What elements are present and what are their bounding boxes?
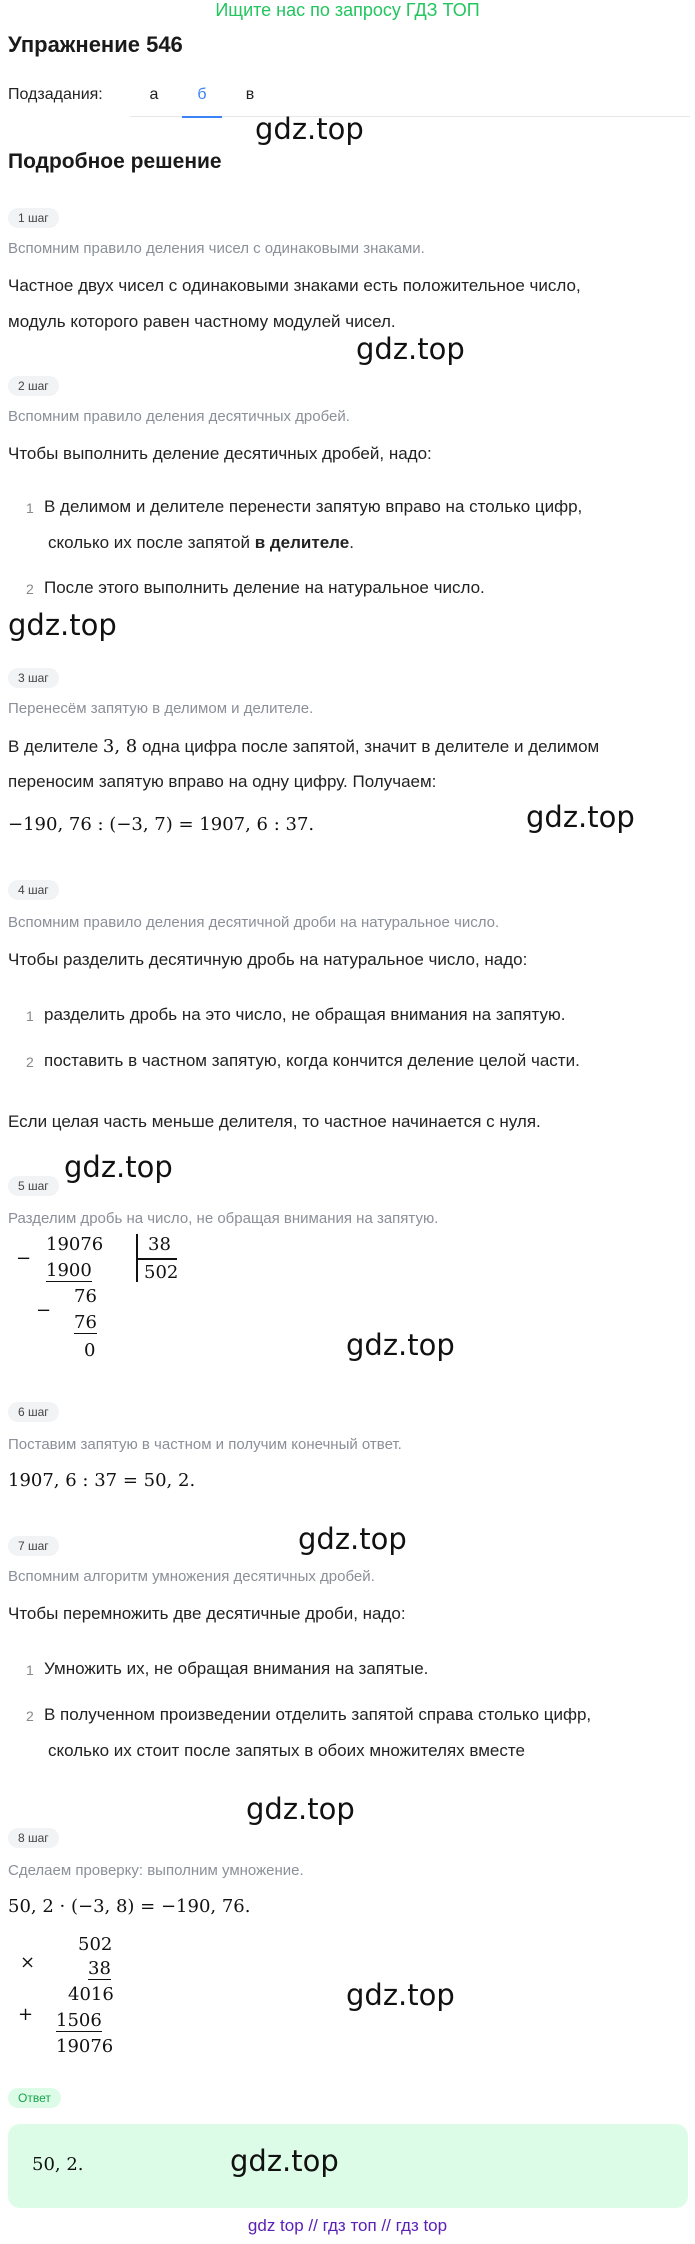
tab-b[interactable]: б [178, 86, 226, 104]
watermark: gdz.top [298, 1522, 407, 1556]
step-hint: Перенесём запятую в делимом и делителе. [8, 700, 314, 717]
list-item-cont: сколько их после запятой в делителе. [48, 533, 354, 552]
list-number: 1 [26, 500, 34, 516]
remainder: 0 [84, 1340, 96, 1361]
multiplier: 38 [88, 1958, 111, 1979]
step-hint: Разделим дробь на число, не обращая внимания на запятую. [8, 1210, 439, 1227]
section-title: Подробное решение [8, 150, 222, 173]
watermark: gdz.top [346, 1328, 455, 1362]
remainder: 76 [74, 1286, 97, 1307]
minus-sign: − [16, 1248, 32, 1269]
long-division [0, 1234, 200, 1369]
step-hint: Вспомним алгоритм умножения десятичных дробей. [8, 1568, 375, 1585]
step-badge: 7 шаг [8, 1536, 59, 1556]
list-item: После этого выполнить деление на натуральное число. [44, 578, 485, 597]
list-number: 1 [26, 1008, 34, 1024]
multiplicand: 502 [78, 1934, 113, 1955]
step-text: Если целая часть меньше делителя, то частное начинается с нуля. [8, 1112, 541, 1131]
subtasks-tabs [130, 76, 690, 117]
step-hint: Вспомним правило деления десятичных дробей. [8, 408, 350, 425]
answer-value: 50, 2. [32, 2154, 84, 2175]
step-hint: Вспомним правило деления чисел с одинаковыми знаками. [8, 240, 425, 257]
minus-sign: − [36, 1300, 52, 1321]
list-number: 1 [26, 1662, 34, 1678]
step-text: В делителе 3, 8 одна цифра после запятой, значит в делителе и делимом [8, 736, 600, 757]
step-badge: 5 шаг [8, 1176, 59, 1196]
subtrahend: 76 [74, 1312, 97, 1333]
quotient: 502 [144, 1262, 179, 1283]
tab-v[interactable]: в [245, 86, 255, 103]
divisor: 38 [148, 1234, 171, 1255]
list-number: 2 [26, 1054, 34, 1070]
watermark: gdz.top [255, 112, 364, 146]
times-sign: × [20, 1952, 36, 1973]
tab-a[interactable]: а [149, 86, 159, 103]
watermark: gdz.top [356, 332, 465, 366]
list-item: Умножить их, не обращая внимания на запятые. [44, 1659, 429, 1678]
dividend: 19076 [46, 1234, 104, 1255]
watermark: gdz.top [8, 608, 117, 642]
list-item: В полученном произведении отделить запятой справа столько цифр, [44, 1705, 592, 1724]
list-item: разделить дробь на это число, не обращая внимания на запятую. [44, 1005, 566, 1024]
step-hint: Поставим запятую в частном и получим конечный ответ. [8, 1436, 402, 1453]
step-text: модуль которого равен частному модулей чисел. [8, 312, 396, 331]
step-badge: 8 шаг [8, 1828, 59, 1848]
top-banner: Ищите нас по запросу ГДЗ ТОП [215, 0, 480, 20]
watermark: gdz.top [346, 1978, 455, 2012]
subtasks-label: Подзадания: [8, 86, 103, 103]
step-badge: 6 шаг [8, 1402, 59, 1422]
division-line [137, 1258, 177, 1260]
step-badge: 2 шаг [8, 376, 59, 396]
formula: −190, 76 : (−3, 7) = 1907, 6 : 37. [8, 814, 315, 835]
formula: 50, 2 · (−3, 8) = −190, 76. [8, 1896, 251, 1917]
partial-product: 4016 [68, 1984, 114, 2005]
step-hint: Вспомним правило деления десятичной дроби на натуральное число. [8, 914, 500, 931]
long-multiplication [0, 1934, 200, 2064]
plus-sign: + [18, 2004, 34, 2025]
list-item: поставить в частном запятую, когда кончится деление целой части. [44, 1051, 580, 1070]
step-badge: 1 шаг [8, 208, 59, 228]
page-title: Упражнение 546 [8, 32, 183, 57]
step-badge: 4 шаг [8, 880, 59, 900]
watermark: gdz.top [246, 1792, 355, 1826]
answer-box [8, 2124, 688, 2208]
step-text: Чтобы выполнить деление десятичных дробей, надо: [8, 444, 432, 463]
footer-links[interactable]: gdz top // гдз топ // гдз top [247, 2216, 448, 2235]
product: 19076 [56, 2036, 114, 2057]
list-item: В делимом и делителе перенести запятую вправо на столько цифр, [44, 497, 583, 516]
step-text: Чтобы разделить десятичную дробь на натуральное число, надо: [8, 950, 528, 969]
partial-product: 1506 [56, 2010, 102, 2031]
step-badge: 3 шаг [8, 668, 59, 688]
step-hint: Сделаем проверку: выполним умножение. [8, 1862, 304, 1879]
list-number: 2 [26, 581, 34, 597]
answer-badge: Ответ [8, 2088, 61, 2108]
formula: 1907, 6 : 37 = 50, 2. [8, 1470, 196, 1491]
list-item-cont: сколько их стоит после запятых в обоих множителях вместе [48, 1741, 525, 1760]
step-text: Частное двух чисел с одинаковыми знаками есть положительное число, [8, 276, 581, 295]
watermark: gdz.top [526, 800, 635, 834]
watermark: gdz.top [64, 1150, 173, 1184]
step-text: Чтобы перемножить две десятичные дроби, надо: [8, 1604, 406, 1623]
step-text: переносим запятую вправо на одну цифру. Получаем: [8, 772, 437, 791]
list-number: 2 [26, 1708, 34, 1724]
watermark: gdz.top [230, 2144, 339, 2178]
subtrahend: 1900 [46, 1260, 92, 1281]
